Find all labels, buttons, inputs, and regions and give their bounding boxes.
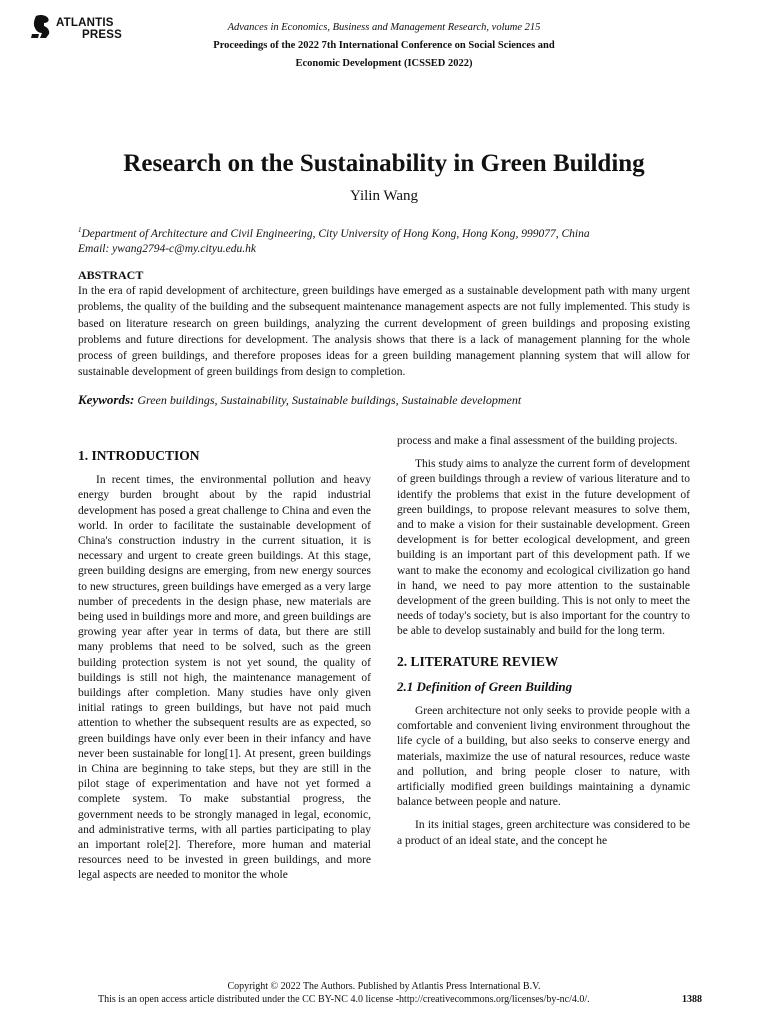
proceedings-header-line1: Proceedings of the 2022 7th International Conference on Social Sciences and (213, 40, 555, 51)
right-column (397, 434, 690, 849)
intro-paragraph-1: In recent times, the environmental pollution and heavy energy burden brought about by the rapid industrial development has posed a great challenge to China and even the world. In order to facilitate the sustainable development of China's construction industry in the current situation, it is necessary and urgent to create green buildings. At this stage, green building designs are emerging, from new energy sources to new structures, green buildings have emerged as a very large number of precedents in the design phase, new materials are being used in buildings more and more, and green buildings are growing year after year in terms of data, but there are still many problems that need to be solved, such as the green building protection system is not yet sound, the quality of buildings is still not high, the maintenance management of buildings after completion. Many studies have only given initial ratings to green buildings, but have not paid much attention to whether the subsequent results are as expected, so green buildings have only ever been in their infancy and have never been sustainable for long[1]. At present, green buildings in China are beginning to take steps, but they are still in the pilot stage of experimentation and have not yet formed a complete system. To make substantial progress, the government needs to be strongly managed in legal, economic, and administrative terms, with all parties participating to play an important role[2]. Therefore, more human and material resources need to be invested in green buildings, and more legal aspects are needed to monitor the whole (78, 474, 371, 882)
intro-paragraph-2: This study aims to analyze the current form of development of green buildings through a review of various literature and to identify the problems that exist in the future development of green buildings, to propose relevant measures to solve them, and to make a vision for their sustainable development. Green development is for better ecological development, and green building is an important part of this development path. If we want to make the economy and ecological civilization go hand in hand, we need to pay more attention to the sustainable development of the green building. This is not only to meet the needs of today's society, but is also important for the country to be able to develop sustainably and build for the long term. (397, 458, 690, 638)
keywords-label: Keywords: (78, 392, 135, 407)
left-column (78, 448, 371, 884)
page-number: 1388 (682, 994, 702, 1005)
copyright-notice: Copyright © 2022 The Authors. Published by Atlantis Press International B.V. (227, 981, 541, 992)
abstract-text: In the era of rapid development of architecture, green buildings have emerged as a sustainable development path with many urgent problems, the quality of the building and the subsequent maintenance management aspects are not fully implemented. This study is based on literature research on green buildings, analyzing the current development of green buildings and proposing existing problems and future directions for development. The analysis shows that there is a lack of management planning for the whole process of green buildings, and therefore proposes ideas for a green building management planning system that will allow for sustainable development of green buildings from design to completion. (78, 285, 690, 379)
series-header: Advances in Economics, Business and Management Research, volume 215 (227, 22, 541, 33)
abstract-heading: ABSTRACT (78, 268, 144, 282)
affiliation-text: Department of Architecture and Civil Engineering, City University of Hong Kong, Hong Kong, 999077, China (81, 227, 590, 240)
subsection-heading-definition: 2.1 Definition of Green Building (397, 678, 573, 694)
affiliation-superscript: 1 (78, 226, 82, 234)
paper-author: Yilin Wang (349, 188, 419, 204)
section-heading-introduction: 1. INTRODUCTION (78, 448, 200, 463)
intro-paragraph-1-continued: process and make a final assessment of the building projects. (397, 435, 678, 447)
section-heading-literature-review: 2. LITERATURE REVIEW (397, 653, 559, 669)
logo-text-line1: ATLANTIS (56, 17, 114, 29)
keywords-text: Green buildings, Sustainability, Sustainable buildings, Sustainable development (137, 393, 522, 407)
keywords (78, 392, 698, 408)
definition-paragraph-1: Green architecture not only seeks to provide people with a comfortable and convenient living environment throughout the life cycle of a building, but also seeks to conserve energy and materials, maximize the use of natural resources, reduce waste and pollution, and bring people closer to nature, with artificially modified green buildings maintaining a dynamic balance between people and nature. (397, 705, 690, 809)
definition-paragraph-2: In its initial stages, green architecture was considered to be a product of an ideal state, and the concept he (397, 819, 690, 847)
author-email: Email: ywang2794-c@my.cityu.edu.hk (78, 242, 256, 255)
paper-title: Research on the Sustainability in Green Building (123, 150, 645, 177)
logo-text-line2: PRESS (82, 29, 122, 41)
license-notice: This is an open access article distributed under the CC BY-NC 4.0 license -http://creativecommons.org/licenses/by-nc/4.0/. (98, 994, 590, 1005)
author-affiliation (78, 223, 698, 257)
proceedings-header-line2: Economic Development (ICSSED 2022) (295, 58, 473, 69)
